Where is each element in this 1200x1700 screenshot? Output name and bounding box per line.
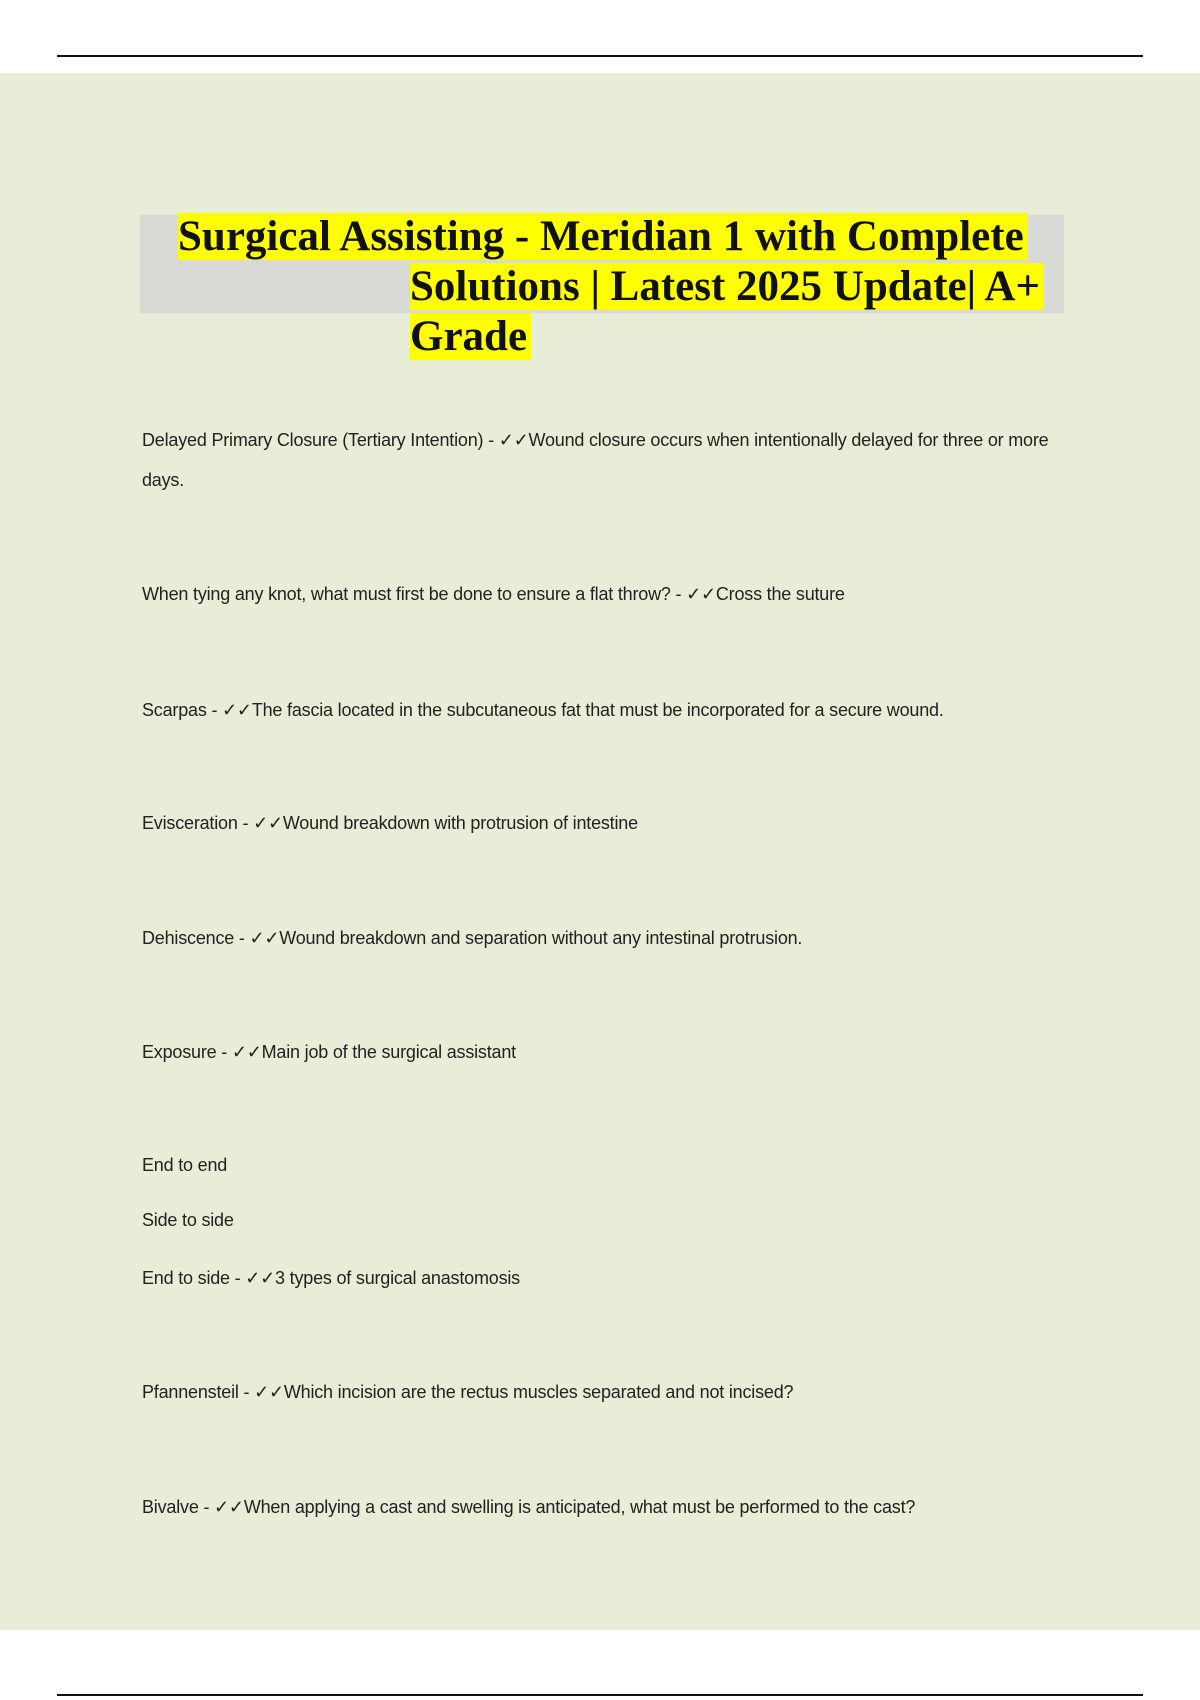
qa-entry (142, 1145, 1062, 1185)
entry-answer: Cross the suture (715, 584, 845, 604)
double-check-icon: ✓✓ (249, 928, 280, 948)
double-check-icon: ✓✓ (214, 1497, 244, 1517)
entry-term: Pfannensteil (142, 1382, 239, 1402)
entry-separator: - (206, 700, 223, 720)
double-check-icon: ✓✓ (231, 1042, 262, 1062)
entry-separator: - (229, 1268, 246, 1288)
entry-term: Exposure (142, 1042, 217, 1062)
entry-separator: - (237, 813, 254, 833)
title-line-1: Surgical Assisting - Meridian 1 with Complete (178, 213, 1028, 260)
entry-term: When tying any knot, what must first be done to ensure a flat throw? (142, 584, 671, 604)
bottom-rule (57, 1694, 1143, 1696)
entry-answer: Wound breakdown with protrusion of intestine (282, 813, 638, 833)
qa-entry (142, 1372, 1062, 1412)
entry-term: End to side (142, 1268, 230, 1288)
entry-answer: Which incision are the rectus muscles separated and not incised? (283, 1382, 794, 1402)
entry-term: Delayed Primary Closure (Tertiary Intention) (142, 430, 484, 450)
entry-answer: Wound closure occurs when intentionally delayed for three or more days. (142, 430, 1049, 490)
title-line-2: Solutions | Latest 2025 Update| A+ (410, 263, 1044, 310)
entry-term: Bivalve (142, 1497, 199, 1517)
qa-entry (142, 803, 1062, 843)
entry-separator: - (234, 928, 250, 948)
qa-entry (142, 574, 1062, 614)
entry-separator: - (216, 1042, 232, 1062)
entry-term: Evisceration (142, 813, 238, 833)
double-check-icon: ✓✓ (222, 700, 252, 720)
entry-separator: - (483, 430, 499, 450)
top-rule (57, 55, 1143, 57)
entry-separator: - (198, 1497, 215, 1517)
double-check-icon: ✓✓ (498, 430, 529, 450)
double-check-icon: ✓✓ (686, 584, 716, 604)
double-check-icon: ✓✓ (253, 813, 283, 833)
entry-answer: 3 types of surgical anastomosis (275, 1268, 520, 1288)
entry-term: Dehiscence (142, 928, 235, 948)
entry-answer: Main job of the surgical assistant (261, 1042, 516, 1062)
title-line-3: Grade (410, 313, 531, 360)
entry-term: Scarpas (142, 700, 207, 720)
entry-separator: - (238, 1382, 255, 1402)
qa-entry (142, 918, 1062, 958)
qa-entry (142, 420, 1062, 500)
qa-entry (142, 690, 1062, 730)
entry-answer: Wound breakdown and separation without any intestinal protrusion. (279, 928, 803, 948)
double-check-icon: ✓✓ (254, 1382, 284, 1402)
entry-term: Side to side (142, 1210, 234, 1230)
entry-separator: - (670, 584, 687, 604)
entry-answer: When applying a cast and swelling is anticipated, what must be performed to the cast? (243, 1497, 916, 1517)
qa-entry (142, 1487, 1062, 1527)
qa-entry (142, 1200, 1062, 1240)
double-check-icon: ✓✓ (245, 1268, 276, 1288)
document-title (140, 212, 1064, 362)
qa-entry (142, 1258, 1062, 1298)
entry-term: End to end (142, 1155, 228, 1175)
qa-entry (142, 1032, 1062, 1072)
entry-answer: The fascia located in the subcutaneous fat that must be incorporated for a secure wound. (251, 700, 944, 720)
